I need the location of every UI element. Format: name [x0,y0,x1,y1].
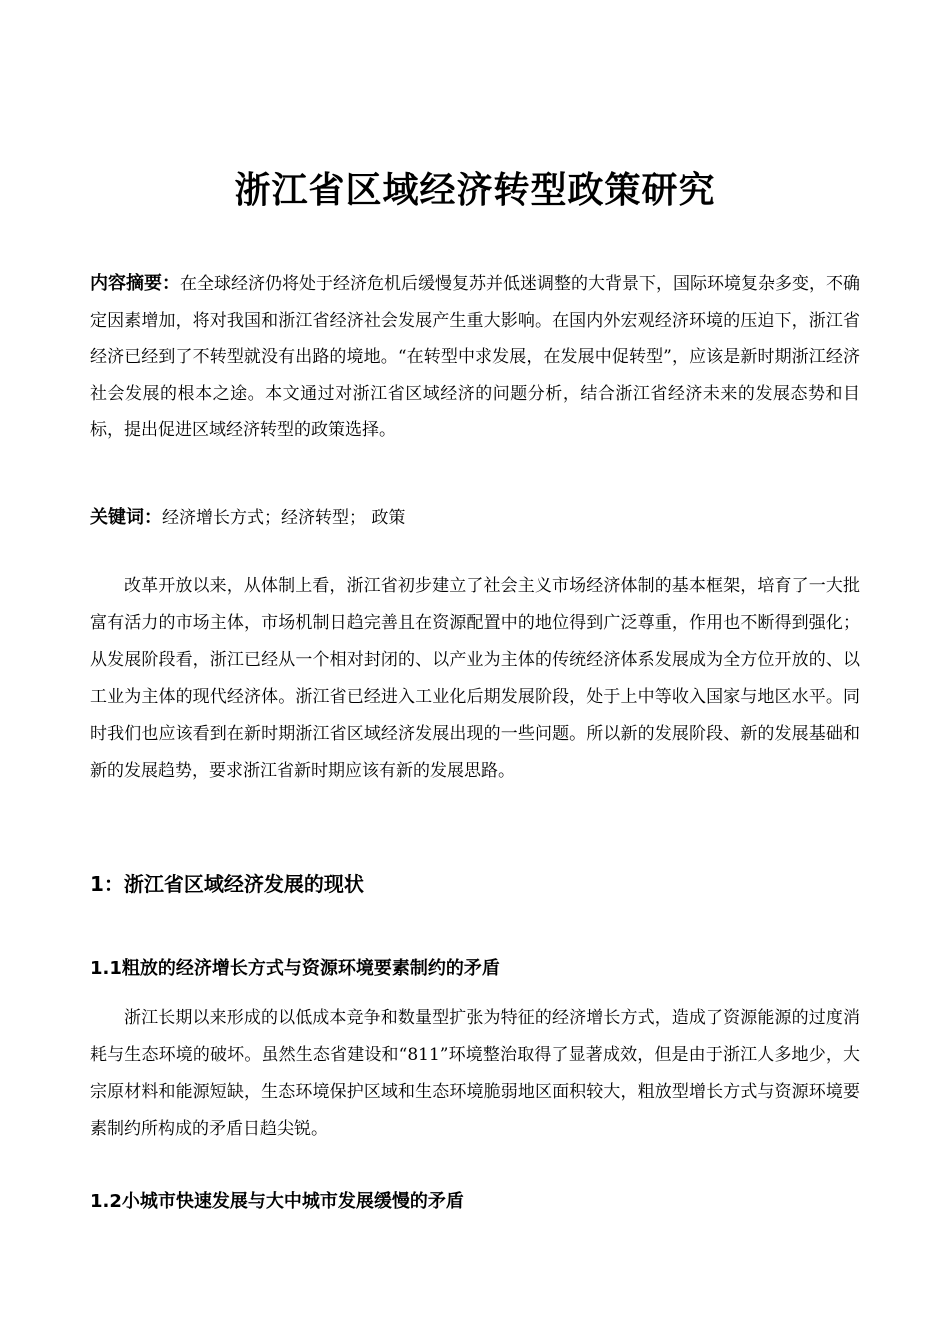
intro-paragraph: 改革开放以来，从体制上看，浙江省初步建立了社会主义市场经济体制的基本框架，培育了一大批富有活力的市场主体，市场机制日趋完善且在资源配置中的地位得到广泛尊重，作用也不断得到强化；从发展阶段看，浙江已经从一个相对封闭的、以产业为主体的传统经济体系发展成为全方位开放的、以工业为主体的现代经济体。浙江省已经进入工业化后期发展阶段，处于上中等收入国家与地区水平。同时我们也应该看到在新时期浙江省区域经济发展出现的一些问题。所以新的发展阶段、新的发展基础和新的发展趋势，要求浙江省新时期应该有新的发展思路。 [90,576,860,781]
keywords-line [90,500,860,536]
section-heading: 1：浙江省区域经济发展的现状 [90,872,364,896]
abstract-paragraph [90,266,860,449]
subsection-heading: 1.2小城市快速发展与大中城市发展缓慢的矛盾 [90,1191,464,1212]
keywords-text: 经济增长方式；经济转型； 政策 [162,508,406,528]
subsection-paragraph: 浙江长期以来形成的以低成本竞争和数量型扩张为特征的经济增长方式，造成了资源能源的过度消耗与生态环境的破坏。虽然生态省建设和“811”环境整治取得了显著成效，但是由于浙江人多地少，大宗原材料和能源短缺，生态环境保护区域和生态环境脆弱地区面积较大，粗放型增长方式与资源环境要素制约所构成的矛盾日趋尖锐。 [90,1008,860,1139]
keywords-label: 关键词： [90,507,162,528]
abstract-label: 内容摘要： [90,273,180,294]
document-page [90,0,860,1344]
subsection-heading: 1.1粗放的经济增长方式与资源环境要素制约的矛盾 [90,958,500,979]
document-title: 浙江省区域经济转型政策研究 [234,170,716,211]
abstract-text: 在全球经济仍将处于经济危机后缓慢复苏并低迷调整的大背景下，国际环境复杂多变，不确定因素增加，将对我国和浙江省经济社会发展产生重大影响。在国内外宏观经济环境的压迫下，浙江省经济已经到了不转型就没有出路的境地。“在转型中求发展，在发展中促转型”，应该是新时期浙江经济社会发展的根本之途。本文通过对浙江省区域经济的问题分析，结合浙江省经济未来的发展态势和目标，提出促进区域经济转型的政策选择。 [90,274,860,440]
